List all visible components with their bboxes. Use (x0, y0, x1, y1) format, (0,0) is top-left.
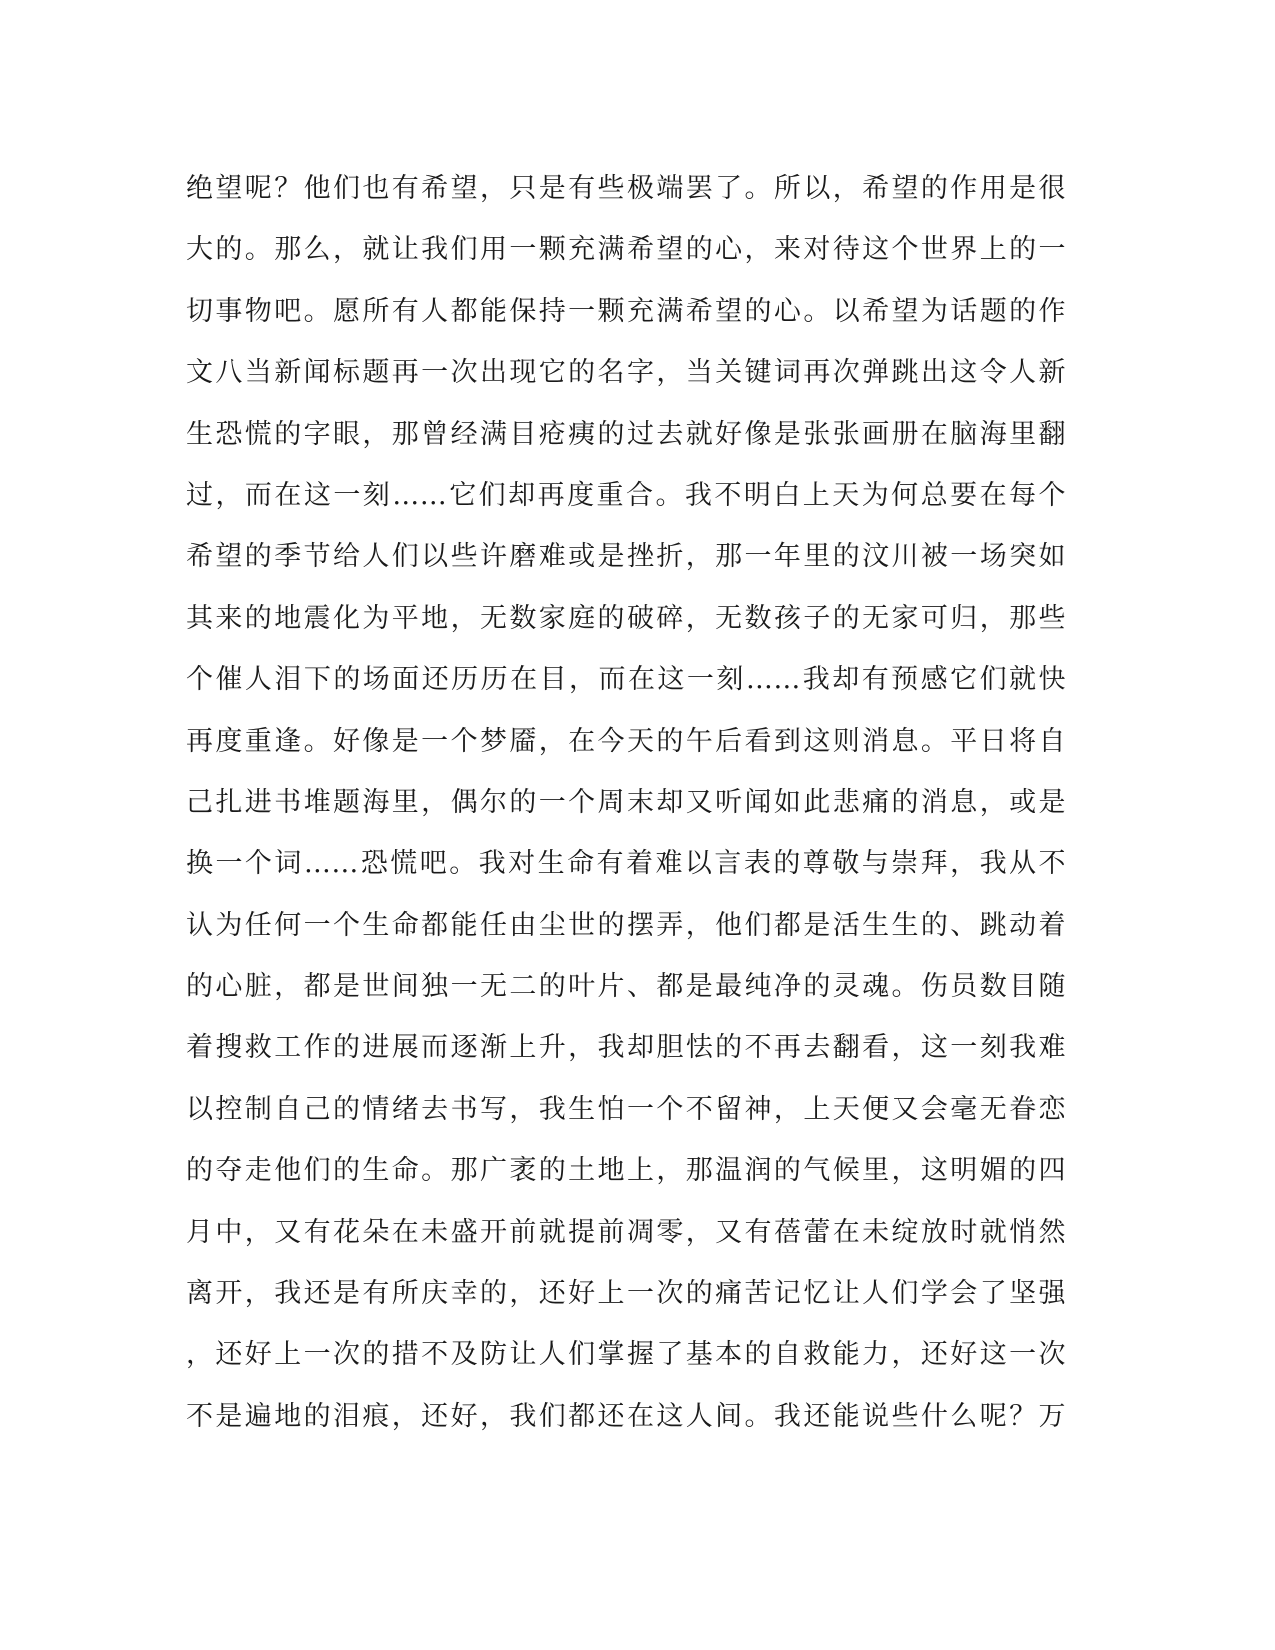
text-line: ，还好上一次的措不及防让人们掌握了基本的自救能力，还好这一次 (186, 1339, 1066, 1371)
text-line: 离开，我还是有所庆幸的，还好上一次的痛苦记忆让人们学会了坚强 (186, 1278, 1066, 1310)
text-line: 认为任何一个生命都能任由尘世的摆弄，他们都是活生生的、跳动着 (186, 909, 1066, 941)
text-line: 换一个词……恐慌吧。我对生命有着难以言表的尊敬与崇拜，我从不 (186, 848, 1066, 880)
text-line: 以控制自己的情绪去书写，我生怕一个不留神，上天便又会毫无眷恋 (186, 1093, 1066, 1125)
text-line: 切事物吧。愿所有人都能保持一颗充满希望的心。以希望为话题的作 (186, 295, 1066, 327)
text-line: 绝望呢？他们也有希望，只是有些极端罢了。所以，希望的作用是很 (186, 173, 1066, 204)
body-text (186, 158, 1066, 1447)
text-line: 着搜救工作的进展而逐渐上升，我却胆怯的不再去翻看，这一刻我难 (186, 1032, 1066, 1064)
text-line: 个催人泪下的场面还历历在目，而在这一刻……我却有预感它们就快 (186, 664, 1066, 696)
text-line: 大的。那么，就让我们用一颗充满希望的心，来对待这个世界上的一 (186, 234, 1066, 266)
text-line: 其来的地震化为平地，无数家庭的破碎，无数孩子的无家可归，那些 (186, 602, 1066, 634)
text-line: 生恐慌的字眼，那曾经满目疮痍的过去就好像是张张画册在脑海里翻 (186, 418, 1066, 450)
text-line: 文八当新闻标题再一次出现它的名字，当关键词再次弹跳出这令人新 (186, 357, 1066, 389)
text-line: 的夺走他们的生命。那广袤的土地上，那温润的气候里，这明媚的四 (186, 1155, 1066, 1187)
text-line: 的心脏，都是世间独一无二的叶片、都是最纯净的灵魂。伤员数目随 (186, 971, 1066, 1003)
text-line: 不是遍地的泪痕，还好，我们都还在这人间。我还能说些什么呢？万 (186, 1400, 1066, 1432)
text-line: 希望的季节给人们以些许磨难或是挫折，那一年里的汶川被一场突如 (186, 541, 1066, 573)
text-line: 己扎进书堆题海里，偶尔的一个周末却又听闻如此悲痛的消息，或是 (186, 786, 1066, 818)
text-line: 月中，又有花朵在未盛开前就提前凋零，又有蓓蕾在未绽放时就悄然 (186, 1216, 1066, 1248)
text-line: 再度重逢。好像是一个梦靥，在今天的午后看到这则消息。平日将自 (186, 725, 1066, 757)
text-line: 过，而在这一刻……它们却再度重合。我不明白上天为何总要在每个 (186, 479, 1066, 511)
